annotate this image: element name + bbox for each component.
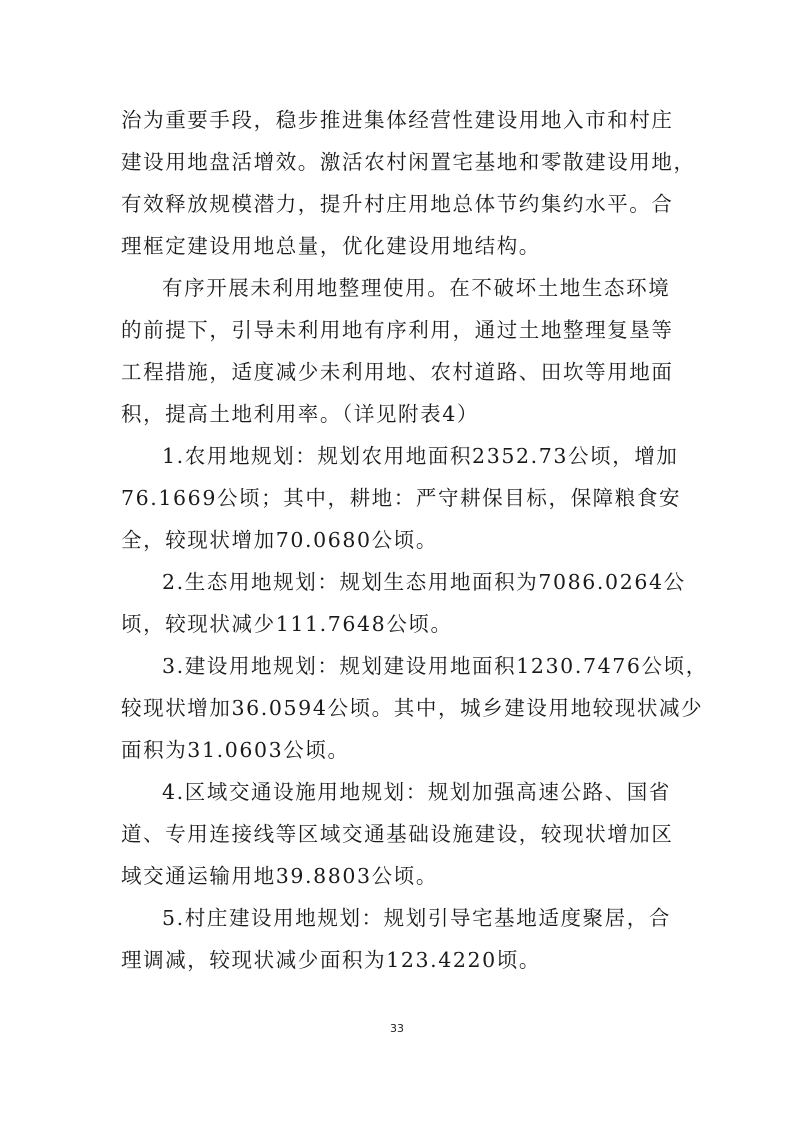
paragraph-1-line-4: 理框定建设用地总量，优化建设用地结构。 <box>121 234 541 258</box>
item-3-line-3: 面积为31.0603公顷。 <box>121 738 350 762</box>
paragraph-2-line-3: 工程措施，适度减少未利用地、农村道路、田坎等用地面 <box>121 360 674 384</box>
item-5-line-1: 5.村庄建设用地规划：规划引导宅基地适度聚居，合 <box>162 906 671 930</box>
item-5-line-2: 理调减，较现状减少面积为123.4220顷。 <box>121 948 542 972</box>
item-4-line-1: 4.区域交通设施用地规划：规划加强高速公路、国省 <box>162 780 671 804</box>
item-3-line-1: 3.建设用地规划：规划建设用地面积1230.7476公顷， <box>162 654 708 678</box>
item-3-line-2: 较现状增加36.0594公顷。其中，城乡建设用地较现状减少 <box>121 696 704 720</box>
paragraph-1-line-2: 建设用地盘活增效。激活农村闲置宅基地和零散建设用地， <box>121 150 696 174</box>
paragraph-1-line-1: 治为重要手段，稳步推进集体经营性建设用地入市和村庄 <box>121 108 674 132</box>
paragraph-1-line-3: 有效释放规模潜力，提升村庄用地总体节约集约水平。合 <box>121 192 674 216</box>
page-number: 33 <box>390 1022 404 1035</box>
paragraph-2-line-2: 的前提下，引导未利用地有序利用，通过土地整理复垦等 <box>121 318 674 342</box>
item-1-line-2: 76.1669公顷；其中，耕地：严守耕保目标，保障粮食安 <box>121 486 682 510</box>
item-4-line-3: 域交通运输用地39.8803公顷。 <box>121 864 438 888</box>
item-1-line-3: 全，较现状增加70.0680公顷。 <box>121 528 438 552</box>
item-2-line-2: 顷，较现状减少111.7648公顷。 <box>121 612 453 636</box>
item-4-line-2: 道、专用连接线等区域交通基础设施建设，较现状增加区 <box>121 822 674 846</box>
item-2-line-1: 2.生态用地规划：规划生态用地面积为7086.0264公 <box>162 570 686 594</box>
paragraph-2-line-4: 积，提高土地利用率。（详见附表4） <box>121 402 479 426</box>
item-1-line-1: 1.农用地规划：规划农用地面积2352.73公顷，增加 <box>162 444 679 468</box>
paragraph-2-line-1: 有序开展未利用地整理使用。在不破坏土地生态环境 <box>162 276 671 300</box>
